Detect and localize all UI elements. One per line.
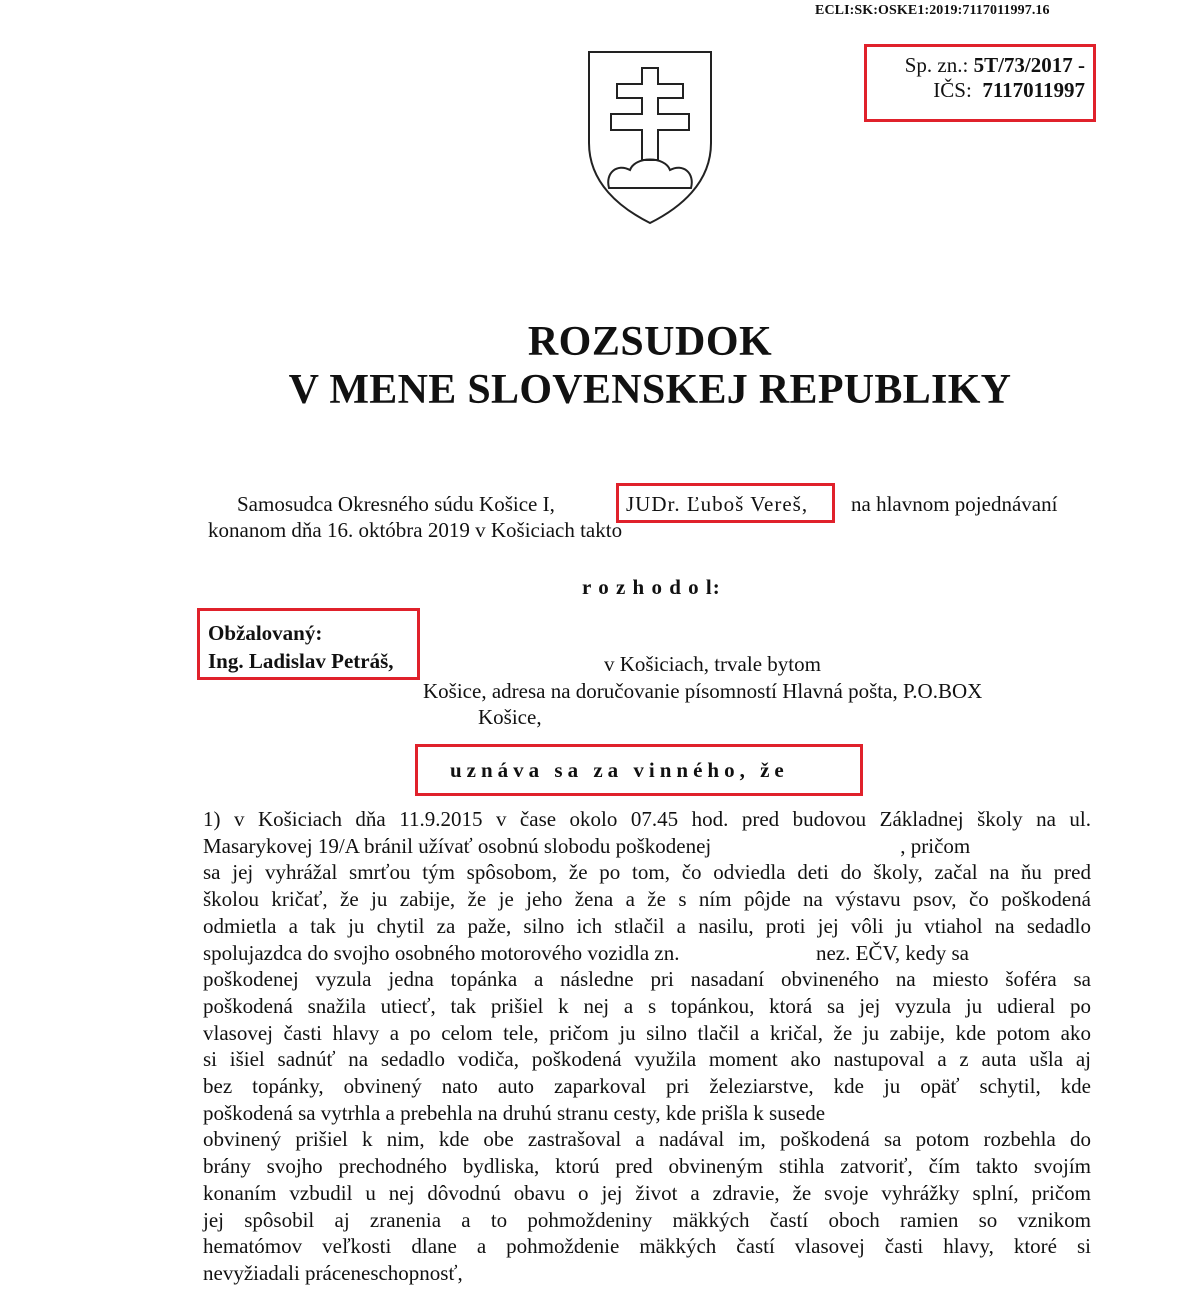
charge-paragraph <box>203 806 1091 1287</box>
defendant-address-3: Košice, <box>478 705 542 729</box>
paragraph-line: odmietla a tak ju chytil za paže, silno ich stlačil a nasilu, proti jej vôli ju vtiahol na sedadlo <box>203 913 1091 938</box>
paragraph-line: spolujazdca do svojho osobného motorového vozidla zn. nez. EČV, kedy sa <box>203 940 969 965</box>
slovak-coat-of-arms-icon <box>585 48 715 226</box>
case-reference-box <box>864 44 1096 122</box>
decided-heading: r o z h o d o l: <box>582 575 721 599</box>
paragraph-line: 1) v Košiciach dňa 11.9.2015 v čase okolo 07.45 hod. pred budovou Základnej školy na ul. <box>203 807 1091 831</box>
hearing-date-line: konanom dňa 16. októbra 2019 v Košiciach takto <box>208 518 623 542</box>
intro-text-end: na hlavnom pojednávaní <box>851 492 1058 516</box>
ecli-identifier: ECLI:SK:OSKE1:2019:7117011997.16 <box>815 3 1050 18</box>
paragraph-line: hematómov veľkosti dlane a pohmoždenie mäkkých častí vlasovej časti hlavy, ktoré si <box>203 1234 1091 1259</box>
defendant-address-2: Košice, adresa na doručovanie písomností Hlavná pošta, P.O.BOX <box>423 679 983 703</box>
paragraph-line: poškodená snažila utiecť, tak prišiel k nej a s topánkou, ktorá sa jej vyzula ju udieral po <box>203 993 1091 1018</box>
ics-line <box>933 78 1085 103</box>
paragraph-line: obvinený prišiel k nim, kde obe zastrašoval a nadával im, poškodená sa potom rozbehla do <box>203 1127 1091 1152</box>
paragraph-line: poškodená sa vytrhla a prebehla na druhú stranu cesty, kde prišla k susede <box>203 1100 826 1125</box>
paragraph-line: Masarykovej 19/A bránil užívať osobnú slobodu poškodenej , pričom <box>203 833 971 858</box>
defendant-address-1: v Košiciach, trvale bytom <box>604 652 821 676</box>
sp-zn-value: 5T/73/2017 - <box>973 53 1085 77</box>
paragraph-line: konaním vzbudil u nej dôvodnú obavu o jej život a zdravie, že svoje vyhrážky splní, pričom <box>203 1180 1091 1205</box>
document-title: ROZSUDOK <box>527 319 773 365</box>
sp-zn-label: Sp. zn.: <box>904 53 969 77</box>
case-number-line <box>905 53 1085 78</box>
ics-value: 7117011997 <box>982 78 1085 102</box>
paragraph-line: sa jej vyhrážal smrťou tým spôsobom, že po tom, čo odviedla deti do školy, začal na ňu pred <box>203 860 1091 885</box>
paragraph-line: si išiel sadnúť na sedadlo vodiča, poškodená využila moment ako nastupoval a z auta ušla aj <box>203 1047 1091 1072</box>
judge-name: JUDr. Ľuboš Vereš, <box>626 492 809 516</box>
paragraph-line: brány svojho prechodného bydliska, ktorú pred obvineným stihla zatvoriť, čím takto svojím <box>203 1154 1091 1179</box>
defendant-name: Ing. Ladislav Petráš, <box>208 649 394 673</box>
intro-text-start: Samosudca Okresného súdu Košice I, <box>237 492 555 516</box>
verdict-text: uznáva sa za vinného, že <box>450 758 789 782</box>
defendant-label: Obžalovaný: <box>208 621 323 645</box>
paragraph-line: nevyžiadali práceneschopnosť, <box>203 1260 463 1285</box>
paragraph-line: bez topánky, obvinený nato auto zaparkoval pri železiarstve, kde ju opäť schytil, kde <box>203 1074 1091 1099</box>
ics-label: IČS: <box>933 78 972 102</box>
paragraph-line: poškodenej vyzula jedna topánka a následne pri nasadaní obvineného na miesto šoféra sa <box>203 967 1091 992</box>
document-subtitle: V MENE SLOVENSKEJ REPUBLIKY <box>288 367 1012 413</box>
paragraph-line: jej spôsobil aj zranenia a to pohmoždeniny mäkkých častí oboch ramien so vznikom <box>203 1207 1091 1232</box>
paragraph-line: školou kričať, že ju zabije, že je jeho žena a že s ním pôjde na výstavu psov, čo poškodená <box>203 887 1091 912</box>
paragraph-line: vlasovej časti hlavy a po celom tele, pričom ju silno tlačil a kričal, že ju zabije, kde potom ako <box>203 1020 1091 1045</box>
